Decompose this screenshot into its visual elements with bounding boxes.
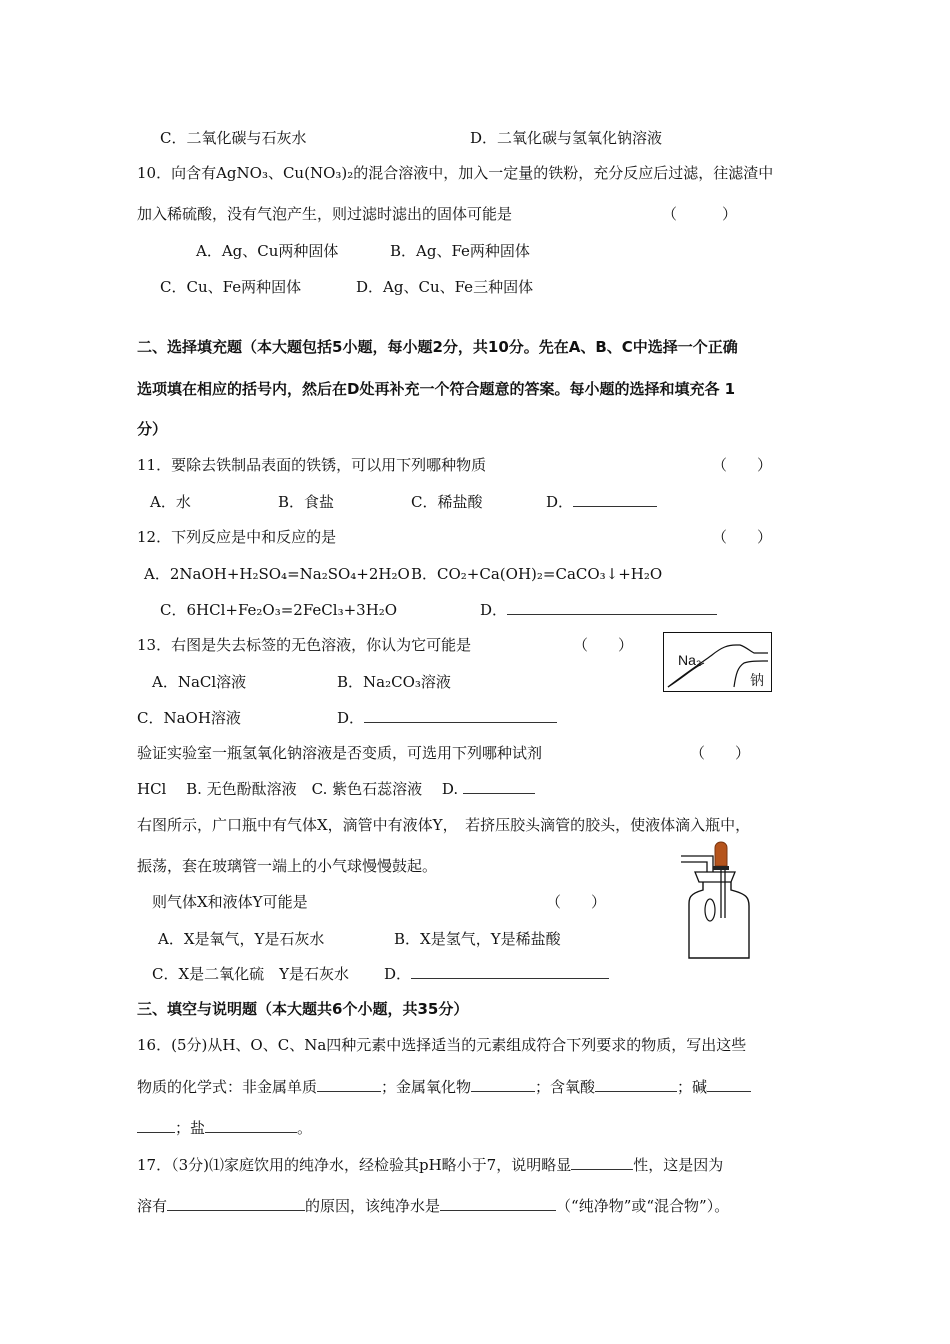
section2-heading-line2: 选项填在相应的括号内，然后在D处再补充一个符合题意的答案。每小题的选择和填充各 1 bbox=[137, 380, 736, 398]
q10-answer-paren: （ ） bbox=[662, 205, 738, 223]
section3-heading: 三、填空与说明题（本大题共6个小题，共35分） bbox=[137, 1000, 469, 1018]
q12-option-d-label: D． bbox=[480, 601, 508, 619]
q17-text-because: 性，这是因为 bbox=[633, 1156, 724, 1174]
q17-text-choices: （“纯净物”或“混合物”）。 bbox=[556, 1197, 730, 1215]
q14-options bbox=[137, 779, 535, 799]
q16-text-nonmetal: 物质的化学式：非金属单质 bbox=[137, 1078, 318, 1096]
dropper-bottle-figure bbox=[675, 838, 755, 960]
torn-label-right-text: 钠 bbox=[750, 673, 764, 689]
q12-option-b: B．CO₂+Ca(OH)₂=CaCO₃↓+H₂O bbox=[411, 565, 663, 583]
q16-stem-line3 bbox=[137, 1118, 312, 1138]
q10-stem-line1: 10．向含有AgNO₃、Cu(NO₃)₂的混合溶液中，加入一定量的铁粉，充分反应后过滤，往滤渣中 bbox=[137, 164, 774, 182]
q16-text-salt: ；盐 bbox=[175, 1119, 206, 1137]
q13-option-a: A．NaCl溶液 bbox=[152, 673, 247, 691]
q15-option-d bbox=[384, 964, 609, 984]
q17-blank-acidity[interactable] bbox=[571, 1155, 633, 1170]
q10-option-d: D．Ag、Cu、Fe三种固体 bbox=[356, 278, 534, 296]
q11-option-c: C．稀盐酸 bbox=[411, 493, 483, 511]
q16-blank-metal-oxide[interactable] bbox=[471, 1077, 535, 1092]
q14-answer-paren: （ ） bbox=[690, 744, 751, 762]
q13-option-d bbox=[337, 708, 557, 728]
q13-option-d-blank[interactable] bbox=[364, 708, 557, 723]
q16-blank-nonmetal-element[interactable] bbox=[317, 1077, 381, 1092]
q16-blank-base-part1[interactable] bbox=[707, 1077, 751, 1092]
q17-text-dissolved: 溶有 bbox=[137, 1197, 168, 1215]
q12-option-d-blank[interactable] bbox=[507, 600, 717, 615]
q9-option-c: C．二氧化碳与石灰水 bbox=[160, 129, 307, 147]
q17-blank-pure-or-mixture[interactable] bbox=[440, 1196, 556, 1211]
q13-stem: 13．右图是失去标签的无色溶液，你认为它可能是 bbox=[137, 636, 472, 654]
q11-answer-paren: （ ） bbox=[712, 456, 773, 474]
q17-stem-line1 bbox=[137, 1155, 723, 1175]
section2-heading-line3: 分） bbox=[137, 420, 168, 438]
q16-text-end: 。 bbox=[297, 1119, 313, 1137]
q12-option-c: C．6HCl+Fe₂O₃=2FeCl₃+3H₂O bbox=[160, 601, 398, 619]
q15-stem-line1: 右图所示，广口瓶中有气体X，滴管中有液体Y， 若挤压胶头滴管的胶头，使液体滴入瓶中， bbox=[137, 816, 751, 834]
q11-option-b: B．食盐 bbox=[278, 493, 335, 511]
q11-option-d-blank[interactable] bbox=[573, 492, 657, 507]
q16-text-oxyacid: ；含氧酸 bbox=[535, 1078, 596, 1096]
q10-option-b: B．Ag、Fe两种固体 bbox=[390, 242, 530, 260]
q9-option-d: D．二氧化碳与氢氧化钠溶液 bbox=[470, 129, 663, 147]
q15-option-c: C．X是二氧化硫 Y是石灰水 bbox=[152, 965, 350, 983]
q17-stem-line2 bbox=[137, 1196, 729, 1216]
q16-blank-base-part2[interactable] bbox=[137, 1118, 175, 1133]
q15-answer-paren: （ ） bbox=[546, 893, 607, 911]
q10-option-c: C．Cu、Fe两种固体 bbox=[160, 278, 302, 296]
q17-text-water-is: 的原因，该纯净水是 bbox=[305, 1197, 441, 1215]
q15-stem-line2: 振荡，套在玻璃管一端上的小气球慢慢鼓起。 bbox=[137, 857, 438, 875]
q12-stem: 12．下列反应是中和反应的是 bbox=[137, 528, 337, 546]
q15-option-b: B．X是氢气，Y是稀盐酸 bbox=[394, 930, 561, 948]
q12-option-a: A．2NaOH+H₂SO₄=Na₂SO₄+2H₂O bbox=[144, 565, 410, 583]
q12-answer-paren: （ ） bbox=[712, 528, 773, 546]
q15-option-d-blank[interactable] bbox=[411, 964, 609, 979]
q17-text-ph: 17．（3分)⑴家庭饮用的纯净水，经检验其pH略小于7，说明略显 bbox=[137, 1156, 572, 1174]
q13-answer-paren: （ ） bbox=[573, 636, 634, 654]
q14-option-d-blank[interactable] bbox=[463, 779, 535, 794]
q13-option-b: B．Na₂CO₃溶液 bbox=[337, 673, 451, 691]
q14-options-text: HCl B. 无色酚酞溶液 C. 紫色石蕊溶液 D. bbox=[137, 780, 463, 798]
q15-option-a: A．X是氧气，Y是石灰水 bbox=[158, 930, 325, 948]
q17-blank-dissolved-substance[interactable] bbox=[167, 1196, 305, 1211]
q11-option-a: A．水 bbox=[150, 493, 191, 511]
q16-blank-oxyacid[interactable] bbox=[595, 1077, 677, 1092]
q11-option-d-label: D． bbox=[546, 493, 574, 511]
q16-text-base: ；碱 bbox=[677, 1078, 708, 1096]
q11-stem: 11．要除去铁制品表面的铁锈，可以用下列哪种物质 bbox=[137, 456, 487, 474]
torn-label-figure bbox=[663, 632, 772, 692]
section2-heading-line1: 二、选择填充题（本大题包括5小题，每小题2分，共10分。先在A、B、C中选择一个正确 bbox=[137, 338, 738, 356]
q16-blank-salt[interactable] bbox=[205, 1118, 297, 1133]
q15-stem-line3: 则气体X和液体Y可能是 bbox=[152, 893, 308, 911]
q16-stem-line1: 16．(5分)从H、O、C、Na四种元素中选择适当的元素组成符合下列要求的物质，写出这些 bbox=[137, 1036, 747, 1054]
q16-text-metal-oxide: ；金属氧化物 bbox=[381, 1078, 472, 1096]
q10-option-a: A．Ag、Cu两种固体 bbox=[196, 242, 339, 260]
q13-option-c: C．NaOH溶液 bbox=[137, 709, 241, 727]
q12-option-d bbox=[480, 600, 717, 620]
q16-stem-line2 bbox=[137, 1077, 751, 1097]
q13-option-d-label: D． bbox=[337, 709, 365, 727]
q15-option-d-label: D． bbox=[384, 965, 412, 983]
q10-stem-line2: 加入稀硫酸，没有气泡产生，则过滤时滤出的固体可能是 bbox=[137, 205, 513, 223]
q11-option-d bbox=[546, 492, 657, 512]
torn-label-left-text: Na₂ bbox=[678, 652, 702, 668]
q14-stem: 验证实验室一瓶氢氧化钠溶液是否变质，可选用下列哪种试剂 bbox=[137, 744, 543, 762]
